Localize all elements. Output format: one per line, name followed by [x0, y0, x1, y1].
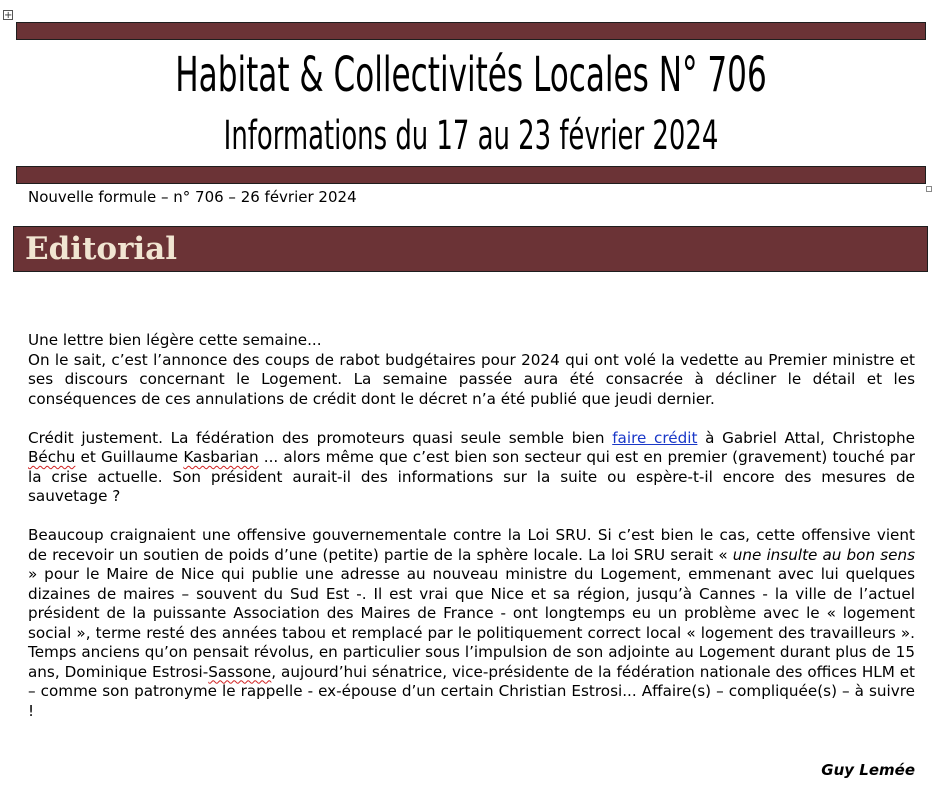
text-run: » pour le Maire de Nice qui publie une adresse au nouveau ministre du Logement, emmenant avec lui quelques dizaines de maires – souvent du Sud Est -. Il est vrai que Nice et sa région, jusqu’à Cannes - la ville de l’actuel président de la puissante Association des Maires de France - ont longtemps eu un problème avec le « logement social », terme resté des années tabou et remplacé par le politiquement correct local « logement des travailleurs ». Temps anciens qu’on pensait révolus, en particulier sous l’impulsion de son adjointe au Logement durant plus de 15 ans, Dominique Estrosi-: [28, 565, 915, 681]
paragraph-credit: [28, 429, 915, 507]
spellcheck-word[interactable]: Sassone: [208, 662, 272, 681]
table-resize-handle[interactable]: [926, 186, 932, 192]
faire-credit-link[interactable]: faire crédit: [612, 428, 698, 447]
spellcheck-word[interactable]: Béchu: [28, 448, 76, 466]
text-run: Beaucoup craignaient une offensive gouvernementale contre la Loi SRU. Si c’est bien le cas, cette offensive vient de recevoir un soutien de poids d’une (petite) partie de la sphère locale. La loi SRU serait «: [28, 526, 915, 564]
section-header-bar: [13, 226, 928, 272]
paragraph-budget: On le sait, c’est l’annonce des coups de rabot budgétaires pour 2024 qui ont volé la vedette au Premier ministre et ses discours concernant le Logement. La semaine passée aura été consacrée à décliner le détail et les conséquences de ces annulations de crédit dont le décret n’a été publié que jeudi dernier.: [28, 350, 915, 408]
masthead-title: Habitat & Collectivités Locales N° 706: [175, 47, 767, 103]
editorial-article: [28, 331, 915, 741]
section-title: Editorial: [25, 231, 178, 267]
text-run: et Guillaume: [75, 448, 184, 466]
masthead-subtitle: Informations du 17 au 23 février 2024: [223, 113, 719, 159]
spellcheck-word[interactable]: Kasbarian: [183, 448, 259, 466]
author-signature: Guy Lemée: [821, 761, 915, 779]
text-run: Crédit justement. La fédération des promoteurs quasi seule semble bien: [28, 428, 613, 447]
masthead-bottom-band: [16, 166, 926, 184]
text-run: à Gabriel Attal, Christophe: [697, 428, 915, 447]
text-run: ... alors même que c’est bien son secteur qui est en premier (gravement) touché par la crise actuelle. Son président aurait-il des informations sur la suite ou espère-t-il encore des mesures de sauvetage ?: [28, 448, 915, 505]
paragraph-intro: Une lettre bien légère cette semaine...: [28, 331, 322, 349]
issue-formula-line: Nouvelle formule – n° 706 – 26 février 2024: [28, 188, 357, 206]
table-move-handle[interactable]: +: [4, 10, 13, 21]
masthead-top-band: [16, 22, 926, 40]
text-run: , aujourd’hui sénatrice, vice-présidente de la fédération nationale des offices HLM et – comme son patronyme le rappelle - ex-épouse d’un certain Christian Estrosi... Affaire(s) – compliquée(s) – à suivre !: [28, 662, 916, 720]
paragraph-sru: [28, 526, 915, 721]
quote-italic: une insulte au bon sens: [732, 545, 916, 564]
